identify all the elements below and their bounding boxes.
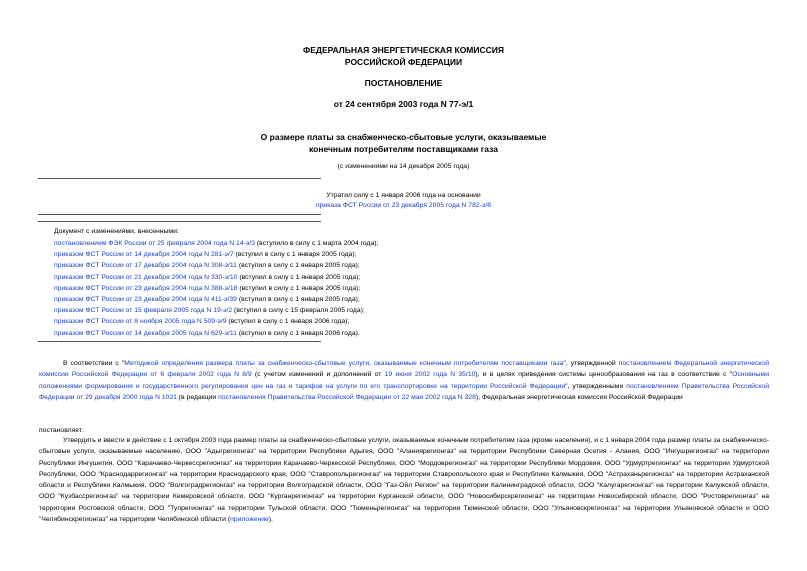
amendment-note: (вступил в силу с 1 января 2005 года);	[237, 284, 361, 292]
text-fragment: (в редакции	[176, 393, 219, 401]
amendment-item	[54, 260, 378, 271]
amendment-link[interactable]: приказом ФСТ России от 14 декабря 2004 года N 281-э/7	[54, 251, 234, 259]
lost-force-container	[0, 201, 807, 210]
amendment-note: (вступил в силу с 1 января 2005 года);	[236, 262, 360, 270]
text-fragment: (с учетом изменений и дополнений от	[251, 371, 385, 379]
amendment-item	[54, 316, 378, 327]
resolves-label: постановляет:	[39, 427, 84, 434]
amendment-note: (вступил в силу с 1 января 2006 года);	[226, 318, 350, 326]
amendment-item	[54, 272, 378, 283]
preamble-paragraph	[39, 358, 769, 403]
amendment-note: (вступило в силу с 1 марта 2004 года);	[255, 240, 379, 247]
document-date: от 24 сентября 2003 года N 77-э/1	[333, 99, 474, 109]
text-fragment: ), Федеральная энергетическая комиссия Российской Федерации	[475, 393, 683, 401]
amendment-note: (вступил в силу с 1 января 2005 года);	[237, 273, 361, 281]
amendment-note: (вступил в силу с 1 января 2005 года);	[233, 251, 357, 259]
fec-resolution-link[interactable]: постановлением Федеральной энергетической комиссии Российской Федерации от 6 февраля 2002 года N 8/9	[39, 360, 770, 379]
divider	[38, 221, 321, 222]
amendment-item	[54, 305, 378, 316]
org-name-line2: РОССИЙСКОЙ ФЕДЕРАЦИИ	[344, 57, 463, 67]
org-name-line1: ФЕДЕРАЛЬНАЯ ЭНЕРГЕТИЧЕСКАЯ КОМИССИЯ	[302, 45, 504, 55]
amendment-item	[54, 294, 378, 305]
lost-force-link[interactable]: приказа ФСТ России от 23 декабря 2005 года N 782-э/8	[315, 202, 492, 209]
amendment-note: (вступил в силу с 15 февраля 2005 года);	[232, 307, 365, 315]
document-title-line2: конечным потребителям поставщиками газа	[309, 144, 498, 154]
lost-force-note: Утратил силу с 1 января 2006 года на основании	[326, 192, 481, 199]
text-fragment: Утвердить и ввести в действие с 1 октября 2003 года размер платы за снабженческо-сбытовые услуги, оказываемые конечным потребителям газа (кроме населения), и с 1 января 2004 года размер платы за снабженческо-сбытовые услуги, оказываемые населению, ООО "Адыгрегионгаз" на территории Республики Адыгея, ООО "Аланиярегионгаз" на территории Республики Северная Осетия - Алания, ООО "Ингушрегионгаз" на территории Республики Ингушетия, ООО "Карачаево-Черкессрегионгаз" на территории Карачаево-Черкесской Республики, ООО "Мордоврегионгаз" на территории Республики Мордовия, ООО "Удмуртрегионгаз" на территории Удмуртской Республики, ООО "Краснодаррегионгаз" на территории Краснодарского края, ООО "Ставропольрегионгаз" на территории Ставропольского края и Республики Калмыкия, ООО "Астраханьрегионгаз" на территории Астраханской области и Республики Калмыкия, ООО "Волгоградрегионгаз" на территории Волгоградской области, ООО "Газ-Ойл Регион" на территории Калининградской области, ООО "Калугарегионгаз" на территории Калужской области, ООО "Кузбассрегионгаз" на территории Кемеровской области, ООО "Курганрегионгаз" на территории Курганской области, ООО "Новосибирскрегионгаз" на территории Новосибирской области, ООО "Ростоврегионгаз" на территории Ростовской области, ООО "Тулрегионгаз" на территории Тульской области, ООО "Тюменьрегионгаз" на территории Тюменской области, ООО "Ульяновскрегионгаз" на территории Ульяновской области и ООО "Челябинскрегионгаз" на территории Челябинской области (	[39, 437, 769, 524]
amendment-note: (вступил в силу с 1 января 2006 года).	[236, 329, 360, 337]
amendment-item	[54, 283, 378, 294]
government-resolution-link[interactable]: постановлением Правительства Российской Федерации от 29 декабря 2000 года N 1021	[39, 382, 770, 401]
amendment-date-link[interactable]: 19 июня 2002 года N 35/10	[384, 371, 476, 379]
appendix-link[interactable]: приложение	[230, 516, 269, 524]
divider	[38, 214, 321, 215]
amendment-link[interactable]: приказом ФСТ России от 15 февраля 2005 года N 19-э/2	[54, 307, 233, 315]
methodology-link[interactable]: Методикой определения размера платы за снабженческо-сбытовые услуги, оказываемые конечным потребителям поставщиками газа	[124, 360, 564, 367]
resolution-paragraph	[39, 435, 769, 525]
basic-provisions-link[interactable]: Основными положениями формирования и государственного регулирования цен на газ и тарифов на услуги по его транспортировке на территории Российской Федерации	[39, 371, 770, 390]
amendment-link[interactable]: приказом ФСТ России от 14 декабря 2005 года N 629-э/11	[54, 329, 237, 337]
amendment-link[interactable]: приказом ФСТ России от 17 декабря 2004 года N 308-э/11	[54, 262, 237, 270]
amendment-note: (вступил в силу с 1 января 2005 года);	[236, 296, 360, 304]
government-revision-link[interactable]: постановления Правительства Российской Федерации от 22 мая 2002 года N 328	[218, 393, 476, 401]
amendment-item	[54, 249, 378, 260]
document-title-line1: О размере платы за снабженческо-сбытовые услуги, оказываемые	[260, 132, 547, 142]
amendment-link[interactable]: приказом ФСТ России от 23 декабря 2004 года N 411-э/39	[54, 296, 237, 304]
amendment-item	[54, 328, 378, 339]
amendment-link[interactable]: приказом ФСТ России от 21 декабря 2004 года N 330-э/10	[54, 273, 238, 281]
text-fragment: В соответствии с "	[63, 360, 125, 367]
divider	[38, 341, 321, 342]
text-fragment: ), и в целях приведения системы ценообразования на газ в соответствие с "	[475, 371, 733, 379]
amendment-item	[54, 238, 378, 249]
amendments-list	[54, 238, 378, 339]
text-fragment: ).	[268, 516, 273, 524]
document-type: ПОСТАНОВЛЕНИЕ	[364, 78, 443, 88]
amendment-link[interactable]: постановлением ФЭК России от 25 февраля 2004 года N 14-э/3	[54, 240, 256, 247]
changes-note: (с изменениями на 14 декабря 2005 года)	[337, 163, 470, 170]
text-fragment: ", утвержденными	[565, 382, 627, 390]
divider	[38, 178, 321, 179]
amendment-link[interactable]: приказом ФСТ России от 8 ноября 2005 года N 509-э/9	[54, 318, 227, 326]
text-fragment: ", утвержденной	[563, 360, 619, 367]
amendment-link[interactable]: приказом ФСТ России от 23 декабря 2004 года N 388-э/18	[54, 284, 238, 292]
amendments-heading: Документ с изменениями, внесенными:	[54, 228, 179, 235]
